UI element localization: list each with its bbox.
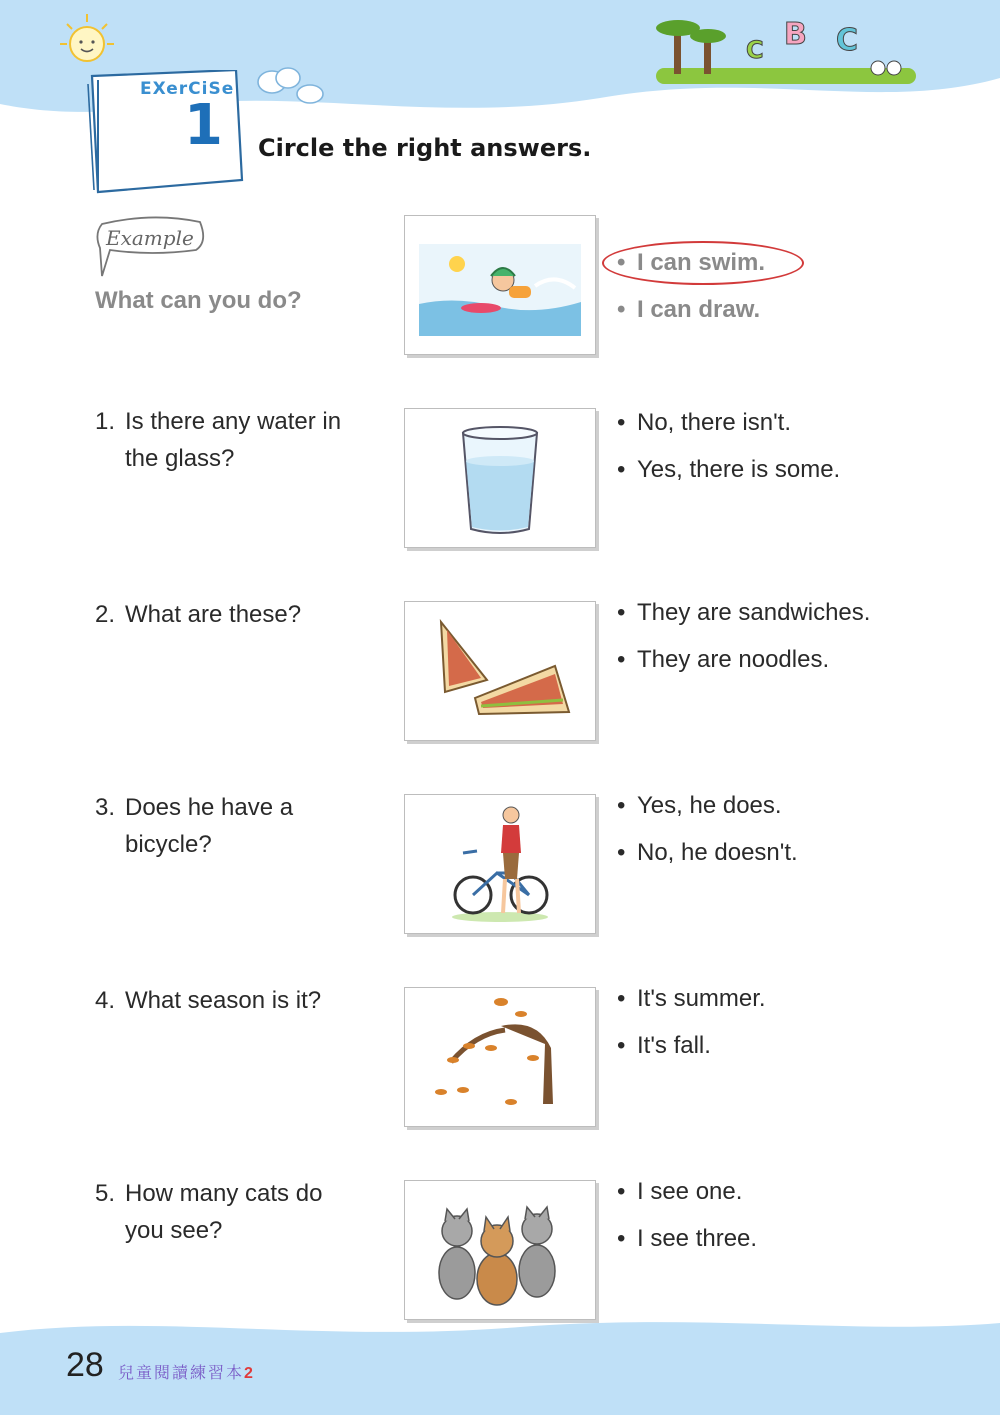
example-options (617, 248, 765, 342)
exercise-label: EXerCiSe (140, 79, 235, 99)
question-1: 1. Is there any water in the glass? (95, 403, 341, 477)
q3-option-1[interactable]: • Yes, he does. (617, 792, 782, 819)
question-5-picture (404, 1180, 596, 1320)
question-3-picture (404, 794, 596, 934)
glass-of-water-picture (405, 409, 595, 547)
question-5-options (617, 1177, 757, 1271)
question-4: 4. What season is it? (95, 982, 321, 1019)
question-4-options (617, 984, 766, 1078)
question-3-options (617, 791, 798, 885)
book-title: 兒童閱讀練習本2 (118, 1365, 255, 1382)
q2-option-1[interactable]: • They are sandwiches. (617, 599, 871, 626)
question-number: 5. (95, 1180, 116, 1207)
q4-option-2[interactable]: • It's fall. (617, 1032, 711, 1059)
question-2-options (617, 598, 870, 692)
question-3: 3. Does he have a bicycle? (95, 789, 293, 863)
q4-option-1[interactable]: • It's summer. (617, 985, 766, 1012)
q1-option-2[interactable]: • Yes, there is some. (617, 456, 841, 483)
example-option-2[interactable]: • I can draw. (617, 296, 761, 323)
q3-option-2[interactable]: • No, he doesn't. (617, 839, 798, 866)
sandwiches-picture (405, 602, 595, 740)
q5-option-1[interactable]: • I see one. (617, 1178, 743, 1205)
svg-text:B: B (784, 17, 807, 52)
q1-option-1[interactable]: • No, there isn't. (617, 409, 791, 436)
sun-icon (52, 10, 122, 70)
question-4-picture (404, 987, 596, 1127)
exercise-number: 1 (184, 93, 223, 158)
page-number: 28 (66, 1346, 104, 1384)
question-1-picture (404, 408, 596, 548)
question-number: 1. (95, 408, 116, 435)
svg-text:C: C (746, 36, 764, 64)
svg-text:C: C (836, 23, 859, 58)
boy-with-bicycle-picture (405, 795, 595, 933)
question-number: 2. (95, 601, 116, 628)
palm-trees-abc-decoration (656, 8, 916, 88)
question-number: 4. (95, 987, 116, 1014)
example-picture (404, 215, 596, 355)
example-option-1[interactable]: • I can swim. (617, 249, 766, 276)
example-tag-text: Example (106, 226, 194, 250)
book-volume: 2 (244, 1365, 255, 1382)
q2-option-2[interactable]: • They are noodles. (617, 646, 830, 673)
example-question: What can you do? (95, 287, 302, 314)
question-1-options (617, 408, 840, 502)
boy-swimming-picture (405, 216, 595, 354)
three-cats-picture (405, 1181, 595, 1319)
q5-option-2[interactable]: • I see three. (617, 1225, 758, 1252)
question-number: 3. (95, 794, 116, 821)
question-5: 5. How many cats do you see? (95, 1175, 322, 1249)
cloud-icon (250, 62, 330, 107)
question-2-picture (404, 601, 596, 741)
question-2: 2. What are these? (95, 596, 301, 633)
instruction-text: Circle the right answers. (258, 134, 592, 162)
autumn-tree-picture (405, 988, 595, 1126)
